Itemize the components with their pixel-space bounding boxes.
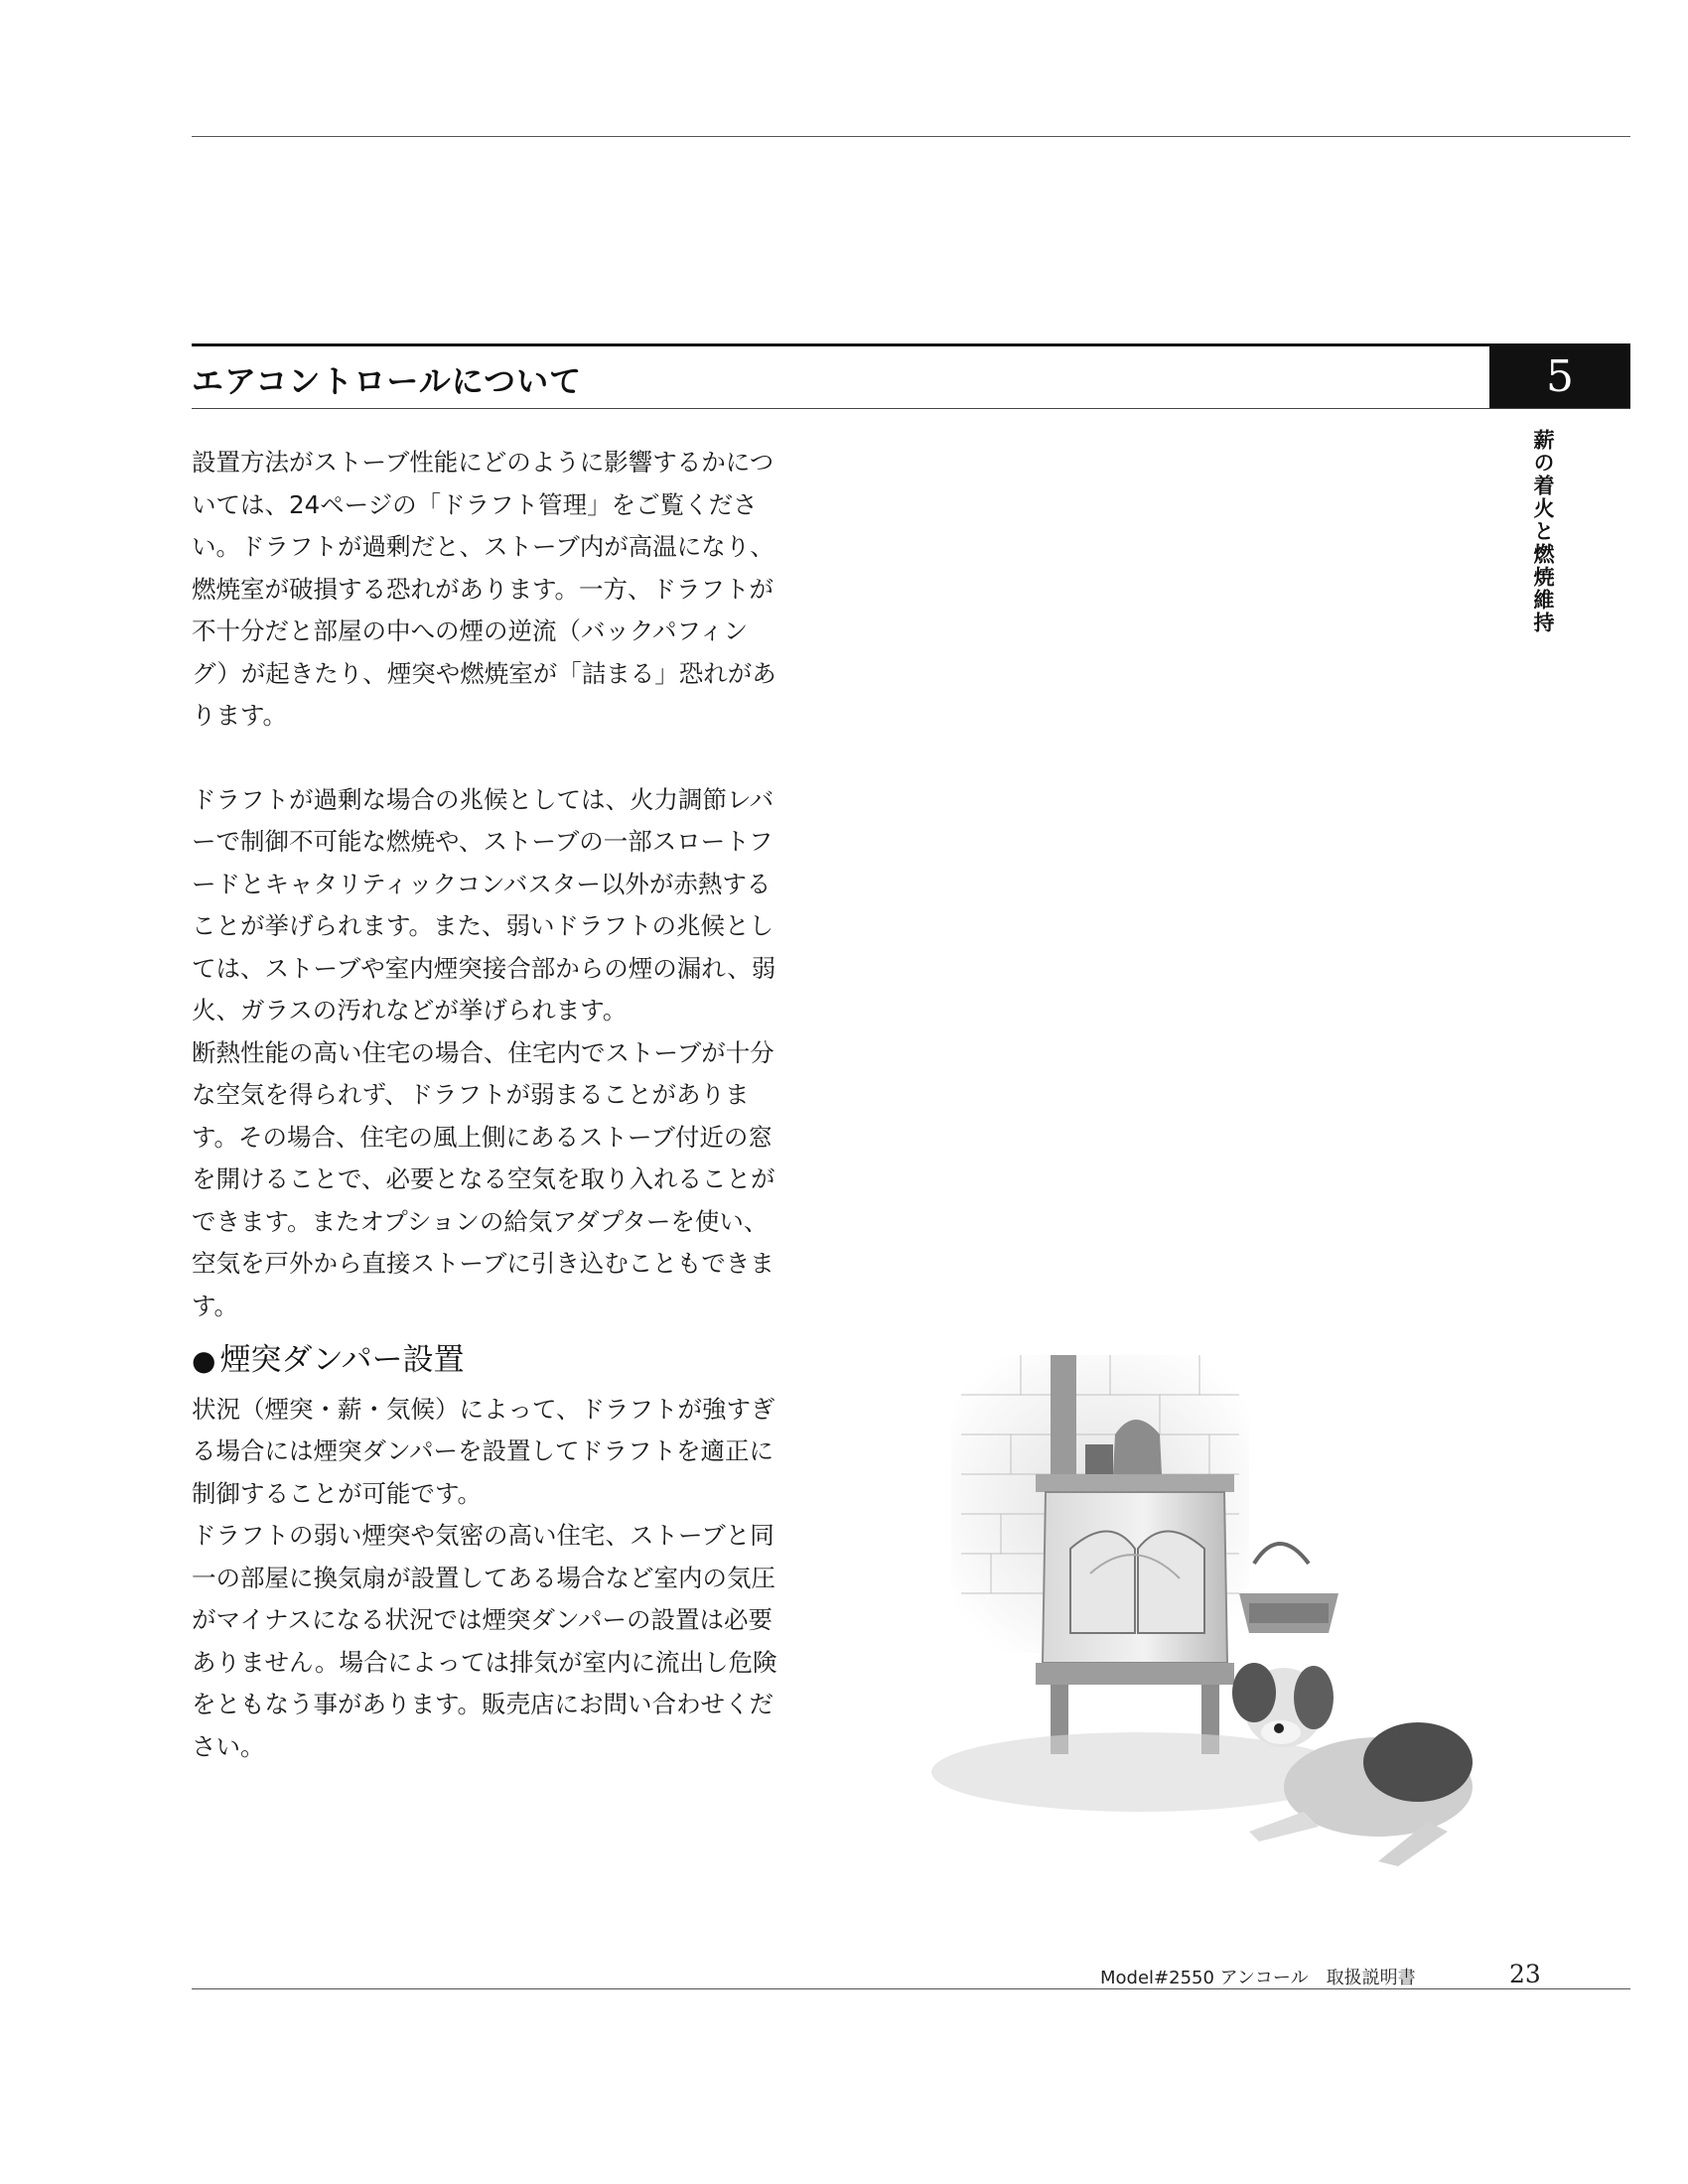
subheading-text: 煙突ダンパー設置	[219, 1342, 465, 1378]
subheading-chimney-damper	[192, 1339, 777, 1383]
paragraph-draft-signs: ドラフトが過剰な場合の兆候としては、火力調節レバーで制御不可能な燃焼や、ストーブの一部スロートフードとキャタリティックコンバスター以外が赤熱することが挙げられます。また、弱いドラフトの兆候としては、ストーブや室内煙突接合部からの煙の漏れ、弱火、ガラスの汚れなどが挙げられます。	[192, 784, 776, 1024]
bullet-icon: ●	[192, 1344, 216, 1377]
stove-and-dog-illustration	[912, 1335, 1477, 1911]
chapter-title-vertical: 薪の着火と燃焼維持	[1531, 429, 1556, 634]
footer-model-label: Model#2550 アンコール 取扱説明書	[1100, 1968, 1416, 1988]
paragraph-damper-not-needed: ドラフトの弱い煙突や気密の高い住宅、ストーブと同一の部屋に換気扇が設置してある場合など室内の気圧がマイナスになる状況では煙突ダンパーの設置は必要ありません。場合によっては排気が室内に流出し危険をともなう事があります。販売店にお問い合わせください。	[192, 1521, 777, 1761]
section-title: エアコントロールについて	[192, 362, 583, 400]
page-number: 23	[1509, 1960, 1541, 1988]
paragraph-insulated-house: 断熱性能の高い住宅の場合、住宅内でストーブが十分な空気を得られず、ドラフトが弱まることがあります。その場合、住宅の風上側にあるストーブ付近の窓を開けることで、必要となる空気を取り入れることができます。またオプションの給気アダプターを使い、空気を戸外から直接ストーブに引き込むこともできます。	[192, 1037, 775, 1320]
top-rule	[192, 136, 1630, 137]
paragraph-damper-install: 状況（煙突・薪・気候）によって、ドラフトが強すぎる場合には煙突ダンパーを設置してドラフトを適正に制御することが可能です。	[192, 1394, 775, 1508]
main-text-column	[192, 442, 777, 1768]
chapter-number-badge: 5	[1489, 346, 1630, 408]
section-header	[192, 343, 1630, 409]
paragraph-draft-reference: 設置方法がストーブ性能にどのように影響するかについては、24ページの「ドラフト管理」をご覧ください。ドラフトが過剰だと、ストーブ内が高温になり、燃焼室が破損する恐れがあります。一方、ドラフトが不十分だと部屋の中への煙の逆流（バックパフィング）が起きたり、煙突や燃焼室が「詰まる」恐れがあります。	[192, 448, 776, 730]
